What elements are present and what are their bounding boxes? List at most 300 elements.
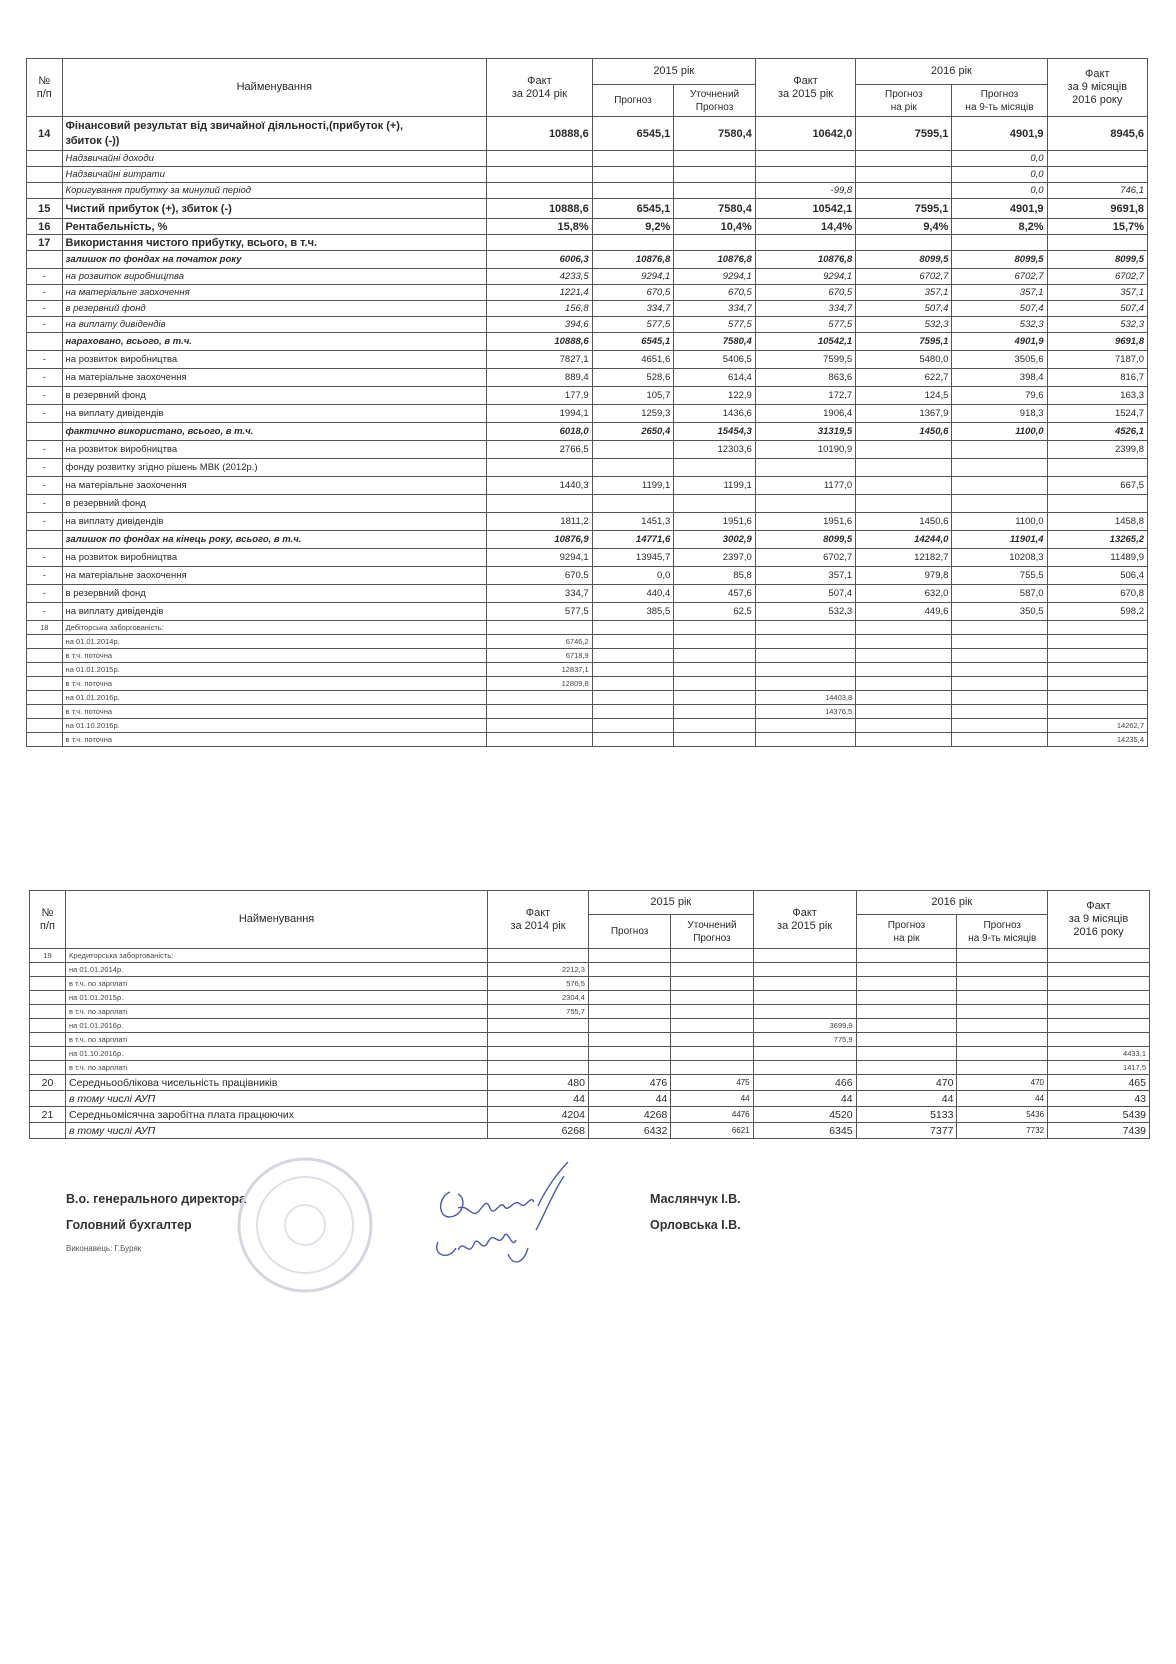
table-row <box>27 167 1148 183</box>
cell-value: 2304,4 <box>488 991 589 1005</box>
cell-value: 15454,3 <box>674 423 756 441</box>
row-label: на матеріальне заохочення <box>62 285 487 301</box>
table-row <box>30 1107 1150 1123</box>
cell-value <box>592 691 674 705</box>
cell-value: 6006,3 <box>487 251 593 269</box>
table-row <box>27 317 1148 333</box>
cell-value <box>753 963 856 977</box>
cell-value <box>755 167 855 183</box>
row-label: на 01.01.2016р. <box>62 691 487 705</box>
cell-value <box>592 167 674 183</box>
table-row <box>27 441 1148 459</box>
cell-value: 577,5 <box>755 317 855 333</box>
cell-value: 1259,3 <box>592 405 674 423</box>
cell-value <box>952 705 1047 719</box>
cell-value: 1417,5 <box>1048 1061 1150 1075</box>
row-label: Коригування прибутку за минулий період <box>62 183 487 199</box>
row-number: - <box>27 405 63 423</box>
row-number: - <box>27 285 63 301</box>
table-row <box>30 1061 1150 1075</box>
cell-value: 6545,1 <box>592 117 674 151</box>
col-refined2015-header: Уточнений Прогноз <box>671 915 753 949</box>
cell-value <box>753 1047 856 1061</box>
row-number <box>27 691 63 705</box>
col-name-header: Найменування <box>66 891 488 949</box>
cell-value: 507,4 <box>755 585 855 603</box>
cell-value: 755,5 <box>952 567 1047 585</box>
cell-value <box>1048 1019 1150 1033</box>
cell-value: 670,8 <box>1047 585 1147 603</box>
table-row <box>27 301 1148 317</box>
cell-value <box>592 441 674 459</box>
cell-value: 7595,1 <box>856 199 952 219</box>
role-chief-accountant: Головний бухгалтер <box>66 1218 192 1232</box>
cell-value: 470 <box>957 1075 1048 1091</box>
row-number <box>27 531 63 549</box>
cell-value: 1951,6 <box>674 513 756 531</box>
cell-value <box>856 949 957 963</box>
row-label: Середньооблікова чисельність працівників <box>66 1075 488 1091</box>
row-label: в т.ч. поточна <box>62 705 487 719</box>
cell-value <box>952 621 1047 635</box>
col-2016-header: 2016 рік <box>856 59 1047 85</box>
row-number: - <box>27 317 63 333</box>
cell-value <box>1047 677 1147 691</box>
cell-value <box>952 459 1047 477</box>
table-row <box>27 269 1148 285</box>
cell-value: 10876,8 <box>755 251 855 269</box>
cell-value: 394,6 <box>487 317 593 333</box>
table-row <box>30 1019 1150 1033</box>
row-number: - <box>27 549 63 567</box>
col-fact9m-header: Факт за 9 місяців 2016 року <box>1048 891 1150 949</box>
table-row <box>30 1005 1150 1019</box>
cell-value: 6746,2 <box>487 635 593 649</box>
row-label: на розвиток виробництва <box>62 549 487 567</box>
row-label: в тому числі АУП <box>66 1123 488 1139</box>
row-label: на виплату дивідендів <box>62 405 487 423</box>
cell-value <box>674 167 756 183</box>
col-forecast9m-header: Прогноз на 9-ть місяців <box>952 85 1047 117</box>
cell-value: 8945,6 <box>1047 117 1147 151</box>
row-label: на 01.01.2014р. <box>62 635 487 649</box>
table-row <box>27 549 1148 567</box>
cell-value <box>671 977 753 991</box>
cell-value <box>952 635 1047 649</box>
table-row <box>27 183 1148 199</box>
cell-value <box>952 495 1047 513</box>
cell-value <box>671 991 753 1005</box>
cell-value <box>1047 663 1147 677</box>
table-row <box>30 977 1150 991</box>
cell-value: 449,6 <box>856 603 952 621</box>
cell-value: 3002,9 <box>674 531 756 549</box>
cell-value: 13945,7 <box>592 549 674 567</box>
cell-value: 8099,5 <box>755 531 855 549</box>
cell-value: 9294,1 <box>674 269 756 285</box>
cell-value: 1450,6 <box>856 423 952 441</box>
row-label: на розвиток виробництва <box>62 269 487 285</box>
cell-value: 4901,9 <box>952 117 1047 151</box>
row-label: Надзвичайні витрати <box>62 167 487 183</box>
cell-value <box>671 963 753 977</box>
cell-value: 334,7 <box>487 585 593 603</box>
cell-value <box>856 441 952 459</box>
row-number: - <box>27 351 63 369</box>
cell-value: 357,1 <box>1047 285 1147 301</box>
col-fact2015-header: Факт за 2015 рік <box>755 59 855 117</box>
col-forecast2015-header: Прогноз <box>588 915 670 949</box>
cell-value: 334,7 <box>755 301 855 317</box>
cell-value: 1199,1 <box>592 477 674 495</box>
row-number: - <box>27 369 63 387</box>
row-label: на 01.01.2015р. <box>66 991 488 1005</box>
cell-value: 889,4 <box>487 369 593 387</box>
cell-value: 670,5 <box>674 285 756 301</box>
cell-value <box>952 477 1047 495</box>
table-row <box>30 1123 1150 1139</box>
cell-value <box>856 477 952 495</box>
col-num-header: № п/п <box>30 891 66 949</box>
row-number <box>27 719 63 733</box>
cell-value: 7187,0 <box>1047 351 1147 369</box>
row-label: залишок по фондах на кінець року, всього, в т.ч. <box>62 531 487 549</box>
cell-value <box>755 621 855 635</box>
cell-value: 163,3 <box>1047 387 1147 405</box>
cell-value: 9,2% <box>592 219 674 235</box>
cell-value: 9294,1 <box>487 549 593 567</box>
cell-value <box>952 719 1047 733</box>
director-name: Маслянчук І.В. <box>650 1192 741 1206</box>
cell-value <box>856 1005 957 1019</box>
cell-value: 177,9 <box>487 387 593 405</box>
col-fact9m-header: Факт за 9 місяців 2016 року <box>1047 59 1147 117</box>
cell-value <box>674 495 756 513</box>
row-label: Використання чистого прибутку, всього, в т.ч. <box>62 235 487 251</box>
cell-value <box>957 991 1048 1005</box>
cell-value: 1458,8 <box>1047 513 1147 531</box>
cell-value: 1177,0 <box>755 477 855 495</box>
cell-value <box>856 649 952 663</box>
cell-value <box>674 705 756 719</box>
table-row <box>27 733 1148 747</box>
cell-value <box>488 1047 589 1061</box>
cell-value: 8099,5 <box>856 251 952 269</box>
cell-value <box>957 963 1048 977</box>
row-label: Чистий прибуток (+), збиток (-) <box>62 199 487 219</box>
cell-value <box>487 621 593 635</box>
cell-value: 79,6 <box>952 387 1047 405</box>
cell-value <box>592 705 674 719</box>
cell-value: 8,2% <box>952 219 1047 235</box>
table-row <box>27 603 1148 621</box>
cell-value <box>1047 459 1147 477</box>
cell-value <box>753 1005 856 1019</box>
cell-value: 6018,0 <box>487 423 593 441</box>
cell-value: 14262,7 <box>1047 719 1147 733</box>
cell-value: 4901,9 <box>952 199 1047 219</box>
row-number <box>27 183 63 199</box>
cell-value <box>952 677 1047 691</box>
cell-value <box>957 1005 1048 1019</box>
cell-value: 44 <box>488 1091 589 1107</box>
table-row <box>27 567 1148 585</box>
row-label: фонду розвитку згідно рішень МВК (2012р.) <box>62 459 487 477</box>
row-number: 14 <box>27 117 63 151</box>
table-row <box>27 459 1148 477</box>
cell-value: 532,3 <box>952 317 1047 333</box>
row-number: 17 <box>27 235 63 251</box>
cell-value: 12809,8 <box>487 677 593 691</box>
cell-value: 44 <box>588 1091 670 1107</box>
table-row <box>27 285 1148 301</box>
cell-value: 14403,8 <box>755 691 855 705</box>
cell-value: 9294,1 <box>755 269 855 285</box>
executor-note: Виконавець: Г.Буряк <box>66 1244 142 1253</box>
cell-value <box>487 705 593 719</box>
cell-value: 6545,1 <box>592 333 674 351</box>
cell-value: 3699,9 <box>753 1019 856 1033</box>
cell-value: 775,9 <box>753 1033 856 1047</box>
row-label: в тому числі АУП <box>66 1091 488 1107</box>
row-label: Фінансовий результат від звичайної діяльності,(прибуток (+), збиток (-)) <box>62 117 487 151</box>
cell-value: 5133 <box>856 1107 957 1123</box>
cell-value <box>1048 1005 1150 1019</box>
table-row <box>27 405 1148 423</box>
cell-value <box>671 1033 753 1047</box>
cell-value: 5439 <box>1048 1107 1150 1123</box>
row-number: - <box>27 301 63 317</box>
cell-value: 1450,6 <box>856 513 952 531</box>
table-row <box>27 333 1148 351</box>
cell-value <box>671 949 753 963</box>
table-row <box>27 691 1148 705</box>
cell-value <box>952 733 1047 747</box>
row-number: - <box>27 567 63 585</box>
cell-value <box>856 1047 957 1061</box>
cell-value: 14376,5 <box>755 705 855 719</box>
cell-value: 12837,1 <box>487 663 593 677</box>
cell-value: 10542,1 <box>755 333 855 351</box>
row-label: на матеріальне заохочення <box>62 369 487 387</box>
cell-value <box>488 949 589 963</box>
cell-value <box>755 235 855 251</box>
table-row <box>27 151 1148 167</box>
row-number <box>27 705 63 719</box>
cell-value: 0,0 <box>952 151 1047 167</box>
row-number <box>30 1047 66 1061</box>
cell-value <box>957 1019 1048 1033</box>
row-number: - <box>27 441 63 459</box>
row-label: на 01.01.2016р. <box>66 1019 488 1033</box>
cell-value: 10876,8 <box>592 251 674 269</box>
cell-value <box>1047 705 1147 719</box>
row-number <box>27 733 63 747</box>
cell-value: 334,7 <box>592 301 674 317</box>
cell-value: 440,4 <box>592 585 674 603</box>
row-label: Рентабельність, % <box>62 219 487 235</box>
cell-value <box>1047 649 1147 663</box>
cell-value: 14771,6 <box>592 531 674 549</box>
cell-value <box>588 949 670 963</box>
row-label: в резервний фонд <box>62 585 487 603</box>
row-label: Кредиторська заборгованість: <box>66 949 488 963</box>
cell-value: 9691,8 <box>1047 333 1147 351</box>
cell-value <box>674 621 756 635</box>
cell-value: 5480,0 <box>856 351 952 369</box>
cell-value <box>856 963 957 977</box>
cell-value <box>674 663 756 677</box>
cell-value <box>592 677 674 691</box>
table-row <box>27 531 1148 549</box>
row-number <box>27 423 63 441</box>
cell-value <box>1047 635 1147 649</box>
cell-value: 746,1 <box>1047 183 1147 199</box>
cell-value: 1451,3 <box>592 513 674 531</box>
cell-value <box>957 949 1048 963</box>
cell-value: 4476 <box>671 1107 753 1123</box>
cell-value: 507,4 <box>856 301 952 317</box>
cell-value <box>755 677 855 691</box>
cell-value: 10642,0 <box>755 117 855 151</box>
cell-value: 5436 <box>957 1107 1048 1123</box>
cell-value: 2650,4 <box>592 423 674 441</box>
cell-value: 2399,8 <box>1047 441 1147 459</box>
cell-value <box>592 719 674 733</box>
col-2016-header: 2016 рік <box>856 891 1047 915</box>
cell-value <box>674 719 756 733</box>
cell-value: 11489,9 <box>1047 549 1147 567</box>
table-row <box>27 513 1148 531</box>
col-2015-header: 2015 рік <box>588 891 753 915</box>
cell-value <box>488 1061 589 1075</box>
cell-value <box>856 677 952 691</box>
cell-value <box>755 733 855 747</box>
cell-value <box>674 649 756 663</box>
row-number <box>30 1123 66 1139</box>
cell-value: 14244,0 <box>856 531 952 549</box>
row-label: залишок по фондах на початок року <box>62 251 487 269</box>
cell-value <box>952 649 1047 663</box>
col-refined2015-header: Уточнений Прогноз <box>674 85 756 117</box>
cell-value: 9294,1 <box>592 269 674 285</box>
cell-value: 1951,6 <box>755 513 855 531</box>
cell-value <box>753 977 856 991</box>
cell-value <box>592 621 674 635</box>
cell-value <box>1048 963 1150 977</box>
cell-value <box>755 649 855 663</box>
cell-value: 670,5 <box>592 285 674 301</box>
cell-value <box>487 719 593 733</box>
cell-value <box>952 441 1047 459</box>
table-row <box>27 677 1148 691</box>
col-forecastyear-header: Прогноз на рік <box>856 85 952 117</box>
cell-value <box>592 733 674 747</box>
cell-value: 357,1 <box>755 567 855 585</box>
cell-value: 614,4 <box>674 369 756 387</box>
cell-value: 0,0 <box>952 183 1047 199</box>
cell-value: 13265,2 <box>1047 531 1147 549</box>
cell-value: 10888,6 <box>487 333 593 351</box>
cell-value <box>671 1005 753 1019</box>
cell-value: 9691,8 <box>1047 199 1147 219</box>
cell-value: 506,4 <box>1047 567 1147 585</box>
table-row <box>27 199 1148 219</box>
row-number: - <box>27 459 63 477</box>
cell-value <box>674 183 756 199</box>
row-number: - <box>27 269 63 285</box>
row-number: - <box>27 387 63 405</box>
cell-value: 7732 <box>957 1123 1048 1139</box>
cell-value: 12182,7 <box>856 549 952 567</box>
cell-value <box>856 733 952 747</box>
cell-value: 7377 <box>856 1123 957 1139</box>
cell-value: 816,7 <box>1047 369 1147 387</box>
col-fact2015-header: Факт за 2015 рік <box>753 891 856 949</box>
row-number: - <box>27 603 63 621</box>
cell-value <box>1047 235 1147 251</box>
row-number <box>27 151 63 167</box>
cell-value: 4433,1 <box>1048 1047 1150 1061</box>
cell-value: 577,5 <box>674 317 756 333</box>
row-label: нараховано, всього, в т.ч. <box>62 333 487 351</box>
row-label: на виплату дивідендів <box>62 513 487 531</box>
cell-value <box>753 1061 856 1075</box>
table-row <box>27 235 1148 251</box>
col-forecastyear-header: Прогноз на рік <box>856 915 957 949</box>
cell-value <box>671 1061 753 1075</box>
row-number: 16 <box>27 219 63 235</box>
cell-value <box>588 1005 670 1019</box>
cell-value: 670,5 <box>487 567 593 585</box>
cell-value <box>755 459 855 477</box>
row-number: 19 <box>30 949 66 963</box>
cell-value <box>856 621 952 635</box>
row-number: - <box>27 585 63 603</box>
cell-value <box>755 151 855 167</box>
table-row <box>30 1047 1150 1061</box>
cell-value: 6702,7 <box>856 269 952 285</box>
cell-value: 532,3 <box>755 603 855 621</box>
table-2-body <box>30 949 1150 1139</box>
cell-value <box>671 1019 753 1033</box>
cell-value: 4233,5 <box>487 269 593 285</box>
cell-value: 1100,0 <box>952 513 1047 531</box>
row-label: фактично використано, всього, в т.ч. <box>62 423 487 441</box>
cell-value <box>1047 495 1147 513</box>
row-number <box>30 1091 66 1107</box>
cell-value: 576,5 <box>488 977 589 991</box>
cell-value: 350,5 <box>952 603 1047 621</box>
cell-value: 10888,6 <box>487 117 593 151</box>
cell-value: 11901,4 <box>952 531 1047 549</box>
row-label: в т.ч. по зарплаті <box>66 1005 488 1019</box>
cell-value: 122,9 <box>674 387 756 405</box>
row-number <box>27 251 63 269</box>
cell-value: 43 <box>1048 1091 1150 1107</box>
row-number: - <box>27 477 63 495</box>
cell-value <box>1047 691 1147 705</box>
cell-value <box>671 1047 753 1061</box>
cell-value <box>674 635 756 649</box>
cell-value: 7439 <box>1048 1123 1150 1139</box>
cell-value <box>487 183 593 199</box>
cell-value: 398,4 <box>952 369 1047 387</box>
row-label: в т.ч. поточна <box>62 733 487 747</box>
table-row <box>30 963 1150 977</box>
cell-value: 10208,3 <box>952 549 1047 567</box>
cell-value: 2212,3 <box>488 963 589 977</box>
